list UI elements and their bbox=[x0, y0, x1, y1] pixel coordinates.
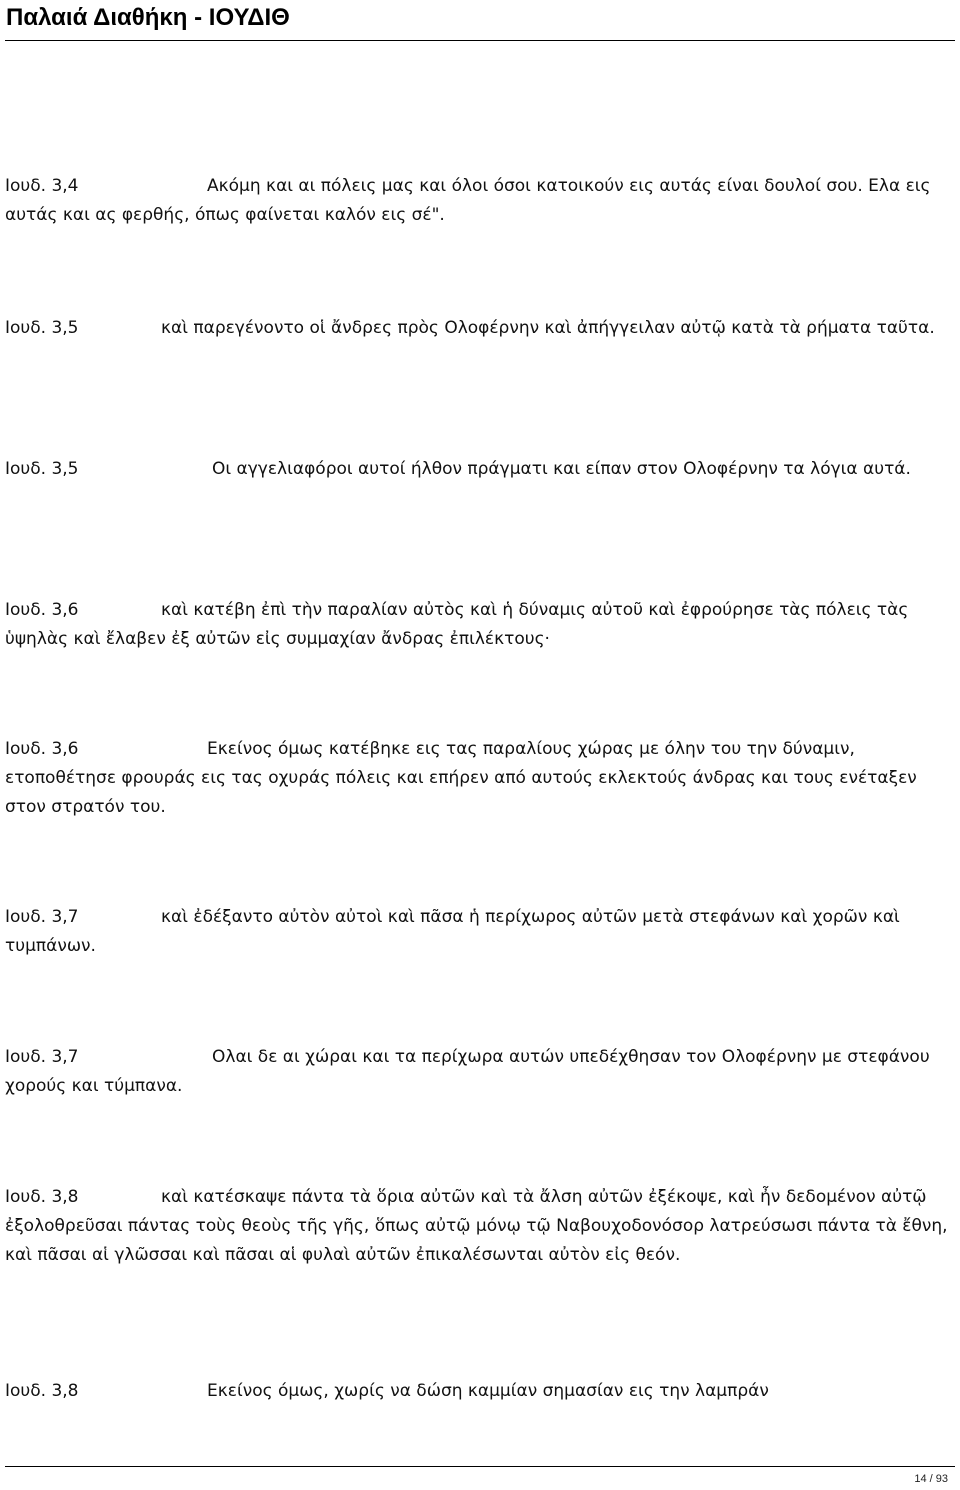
verse-reference: Ιουδ. 3,6 bbox=[5, 600, 79, 620]
verse-reference: Ιουδ. 3,8 bbox=[5, 1381, 79, 1401]
verse-text: καὶ κατέβη ἐπὶ τὴν παραλίαν αὐτὸς καὶ ἡ δύναμις αὐτοῦ καὶ ἐφρούρησε τὰς πόλεις τὰς ὑψηλὰς καὶ ἔλαβεν ἐξ αὐτῶν εἰς συμμαχίαν ἄνδρας ἐπιλέκτους· bbox=[5, 600, 909, 649]
verse-text: Ολαι δε αι χώραι και τα περίχωρα αυτών υπεδέχθησαν τον Ολοφέρνην με στεφάνου χορούς και τύμπανα. bbox=[5, 1047, 930, 1096]
verse-block bbox=[5, 596, 950, 654]
page-title: Παλαιά Διαθήκη - ΙΟΥΔΙΘ bbox=[6, 4, 290, 31]
verse-text: Εκείνος όμως, χωρίς να δώση καμμίαν σημασίαν εις την λαμπράν bbox=[207, 1381, 769, 1401]
page-number: 14 / 93 bbox=[914, 1473, 948, 1485]
verse-reference: Ιουδ. 3,7 bbox=[5, 907, 79, 927]
verse-text: Εκείνος όμως κατέβηκε εις τας παραλίους χώρας με όλην του την δύναμιν, ετοποθέτησε φρουράς εις τας οχυράς πόλεις και επήρεν από αυτούς εκλεκτούς άνδρας και τους ενέταξεν στον στρατόν του. bbox=[5, 739, 917, 817]
verse-reference: Ιουδ. 3,4 bbox=[5, 176, 79, 196]
verse-reference: Ιουδ. 3,5 bbox=[5, 459, 79, 479]
verse-reference: Ιουδ. 3,5 bbox=[5, 318, 79, 338]
verse-reference: Ιουδ. 3,8 bbox=[5, 1187, 79, 1207]
verse-text: καὶ παρεγένοντο οἱ ἄνδρες πρὸς Ολοφέρνην καὶ ἀπήγγειλαν αὐτῷ κατὰ τὰ ρήματα ταῦτα. bbox=[161, 318, 935, 338]
verse-block bbox=[5, 1043, 950, 1101]
verse-block bbox=[5, 455, 950, 484]
verse-block bbox=[5, 1377, 950, 1406]
verse-block bbox=[5, 314, 950, 343]
verse-block bbox=[5, 172, 950, 230]
verse-block bbox=[5, 903, 950, 961]
footer-divider bbox=[5, 1466, 955, 1467]
verse-reference: Ιουδ. 3,6 bbox=[5, 739, 79, 759]
verse-reference: Ιουδ. 3,7 bbox=[5, 1047, 79, 1067]
verse-text: καὶ κατέσκαψε πάντα τὰ ὅρια αὐτῶν καὶ τὰ ἄλση αὐτῶν ἐξέκοψε, καὶ ἦν δεδομένον αὐτῷ ἐξολοθρεῦσαι πάντας τοὺς θεοὺς τῆς γῆς, ὅπως αὐτῷ μόνῳ τῷ Ναβουχοδονόσορ λατρεύσωσι πάντα τὰ ἔθνη, καὶ πᾶσαι αἱ γλῶσσαι καὶ πᾶσαι αἱ φυλαὶ αὐτῶν ἐπικαλέσωνται αὐτὸν εἰς θεόν. bbox=[5, 1187, 948, 1265]
verse-text: καὶ ἐδέξαντο αὐτὸν αὐτοὶ καὶ πᾶσα ἡ περίχωρος αὐτῶν μετὰ στεφάνων καὶ χορῶν καὶ τυμπάνων. bbox=[5, 907, 900, 956]
verse-text: Οι αγγελιαφόροι αυτοί ήλθον πράγματι και είπαν στον Ολοφέρνην τα λόγια αυτά. bbox=[212, 459, 911, 479]
verse-block bbox=[5, 1183, 950, 1270]
verse-text: Ακόμη και αι πόλεις μας και όλοι όσοι κατοικούν εις αυτάς είναι δουλοί σου. Ελα εις αυτάς και ας φερθής, όπως φαίνεται καλόν εις σέ". bbox=[5, 176, 931, 225]
title-divider bbox=[5, 40, 955, 41]
verse-block bbox=[5, 735, 950, 822]
